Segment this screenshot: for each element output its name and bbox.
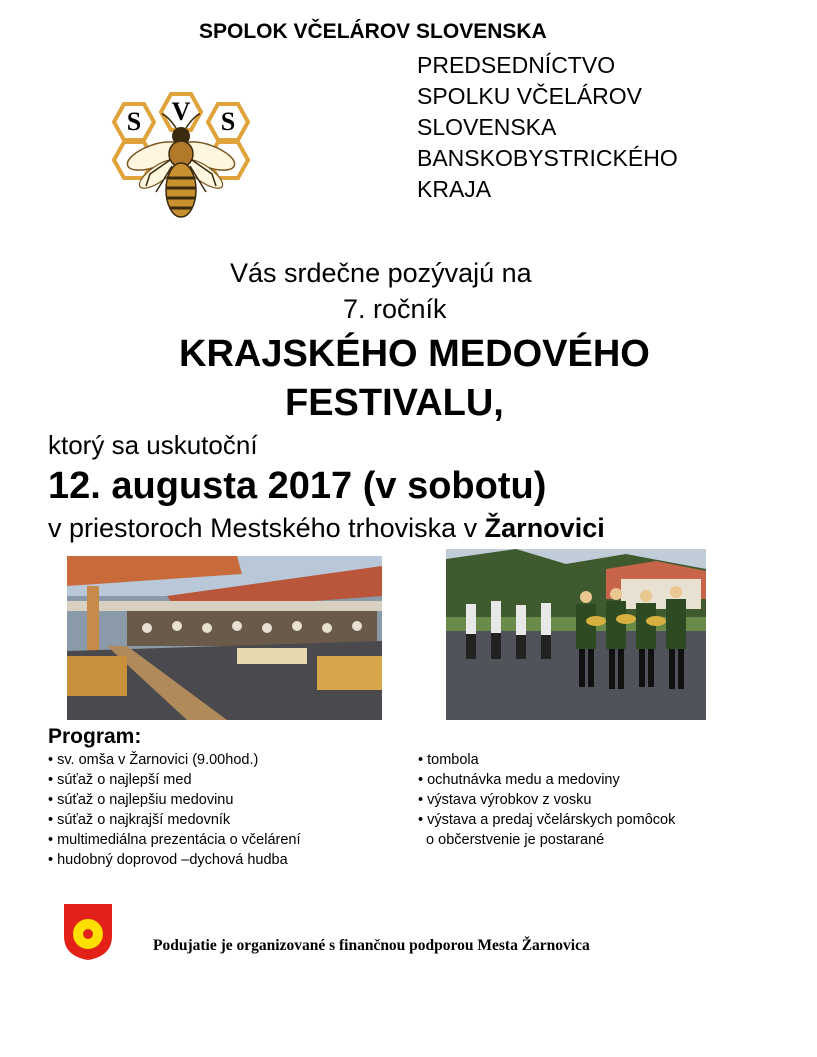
- program-item: • výstava a predaj včelárskych pomôcok: [418, 812, 676, 828]
- program-item: • ochutnávka medu a medoviny: [418, 772, 620, 788]
- presidium-line: KRAJA: [417, 176, 492, 202]
- venue-prefix: v priestoroch Mestského trhoviska v: [48, 513, 485, 543]
- program-item: • súťaž o najlepšiu medovinu: [48, 792, 234, 808]
- presidium-line: SLOVENSKA: [417, 114, 557, 140]
- program-item: • súťaž o najkrajší medovník: [48, 812, 231, 828]
- invitation-line: Vás srdečne pozývajú na: [230, 258, 532, 288]
- program-item: • výstava výrobkov z vosku: [418, 792, 592, 808]
- held-line: ktorý sa uskutoční: [48, 430, 258, 460]
- logo-letter-s1: S: [126, 107, 142, 136]
- logo-letter-v: V: [171, 97, 191, 126]
- program-heading: Program:: [48, 725, 142, 748]
- presidium-line: PREDSEDNÍCTVO: [417, 52, 616, 78]
- presidium-line: BANSKOBYSTRICKÉHO: [417, 145, 678, 171]
- parade-photo: [446, 549, 706, 720]
- presidium-block: [417, 50, 678, 205]
- sponsor-note: Podujatie je organizované s finančnou podporou Mesta Žarnovica: [153, 937, 590, 954]
- organization-title: SPOLOK VČELÁROV SLOVENSKA: [199, 20, 547, 43]
- program-item: • multimediálna prezentácia o včelárení: [48, 832, 301, 848]
- program-item: • tombola: [418, 752, 479, 768]
- festival-title-line2: FESTIVALU,: [285, 382, 504, 424]
- svs-logo: [106, 78, 256, 224]
- festival-title-line1: KRAJSKÉHO MEDOVÉHO: [179, 333, 650, 375]
- edition-line: 7. ročník: [343, 294, 447, 324]
- program-item: • hudobný doprovod –dychová hudba: [48, 852, 288, 868]
- market-photo: [67, 556, 382, 720]
- town-crest-icon: [62, 902, 114, 962]
- program-item: • súťaž o najlepší med: [48, 772, 192, 788]
- presidium-line: SPOLKU VČELÁROV: [417, 83, 642, 109]
- program-item: • sv. omša v Žarnovici (9.00hod.): [48, 752, 259, 768]
- logo-letter-s2: S: [220, 107, 236, 136]
- event-date: 12. augusta 2017 (v sobotu): [48, 465, 547, 507]
- program-item: o občerstvenie je postarané: [418, 832, 605, 848]
- venue-line: [48, 513, 605, 544]
- program-list-left: [48, 750, 301, 870]
- program-list-right: [418, 750, 675, 850]
- venue-town: Žarnovici: [484, 513, 605, 543]
